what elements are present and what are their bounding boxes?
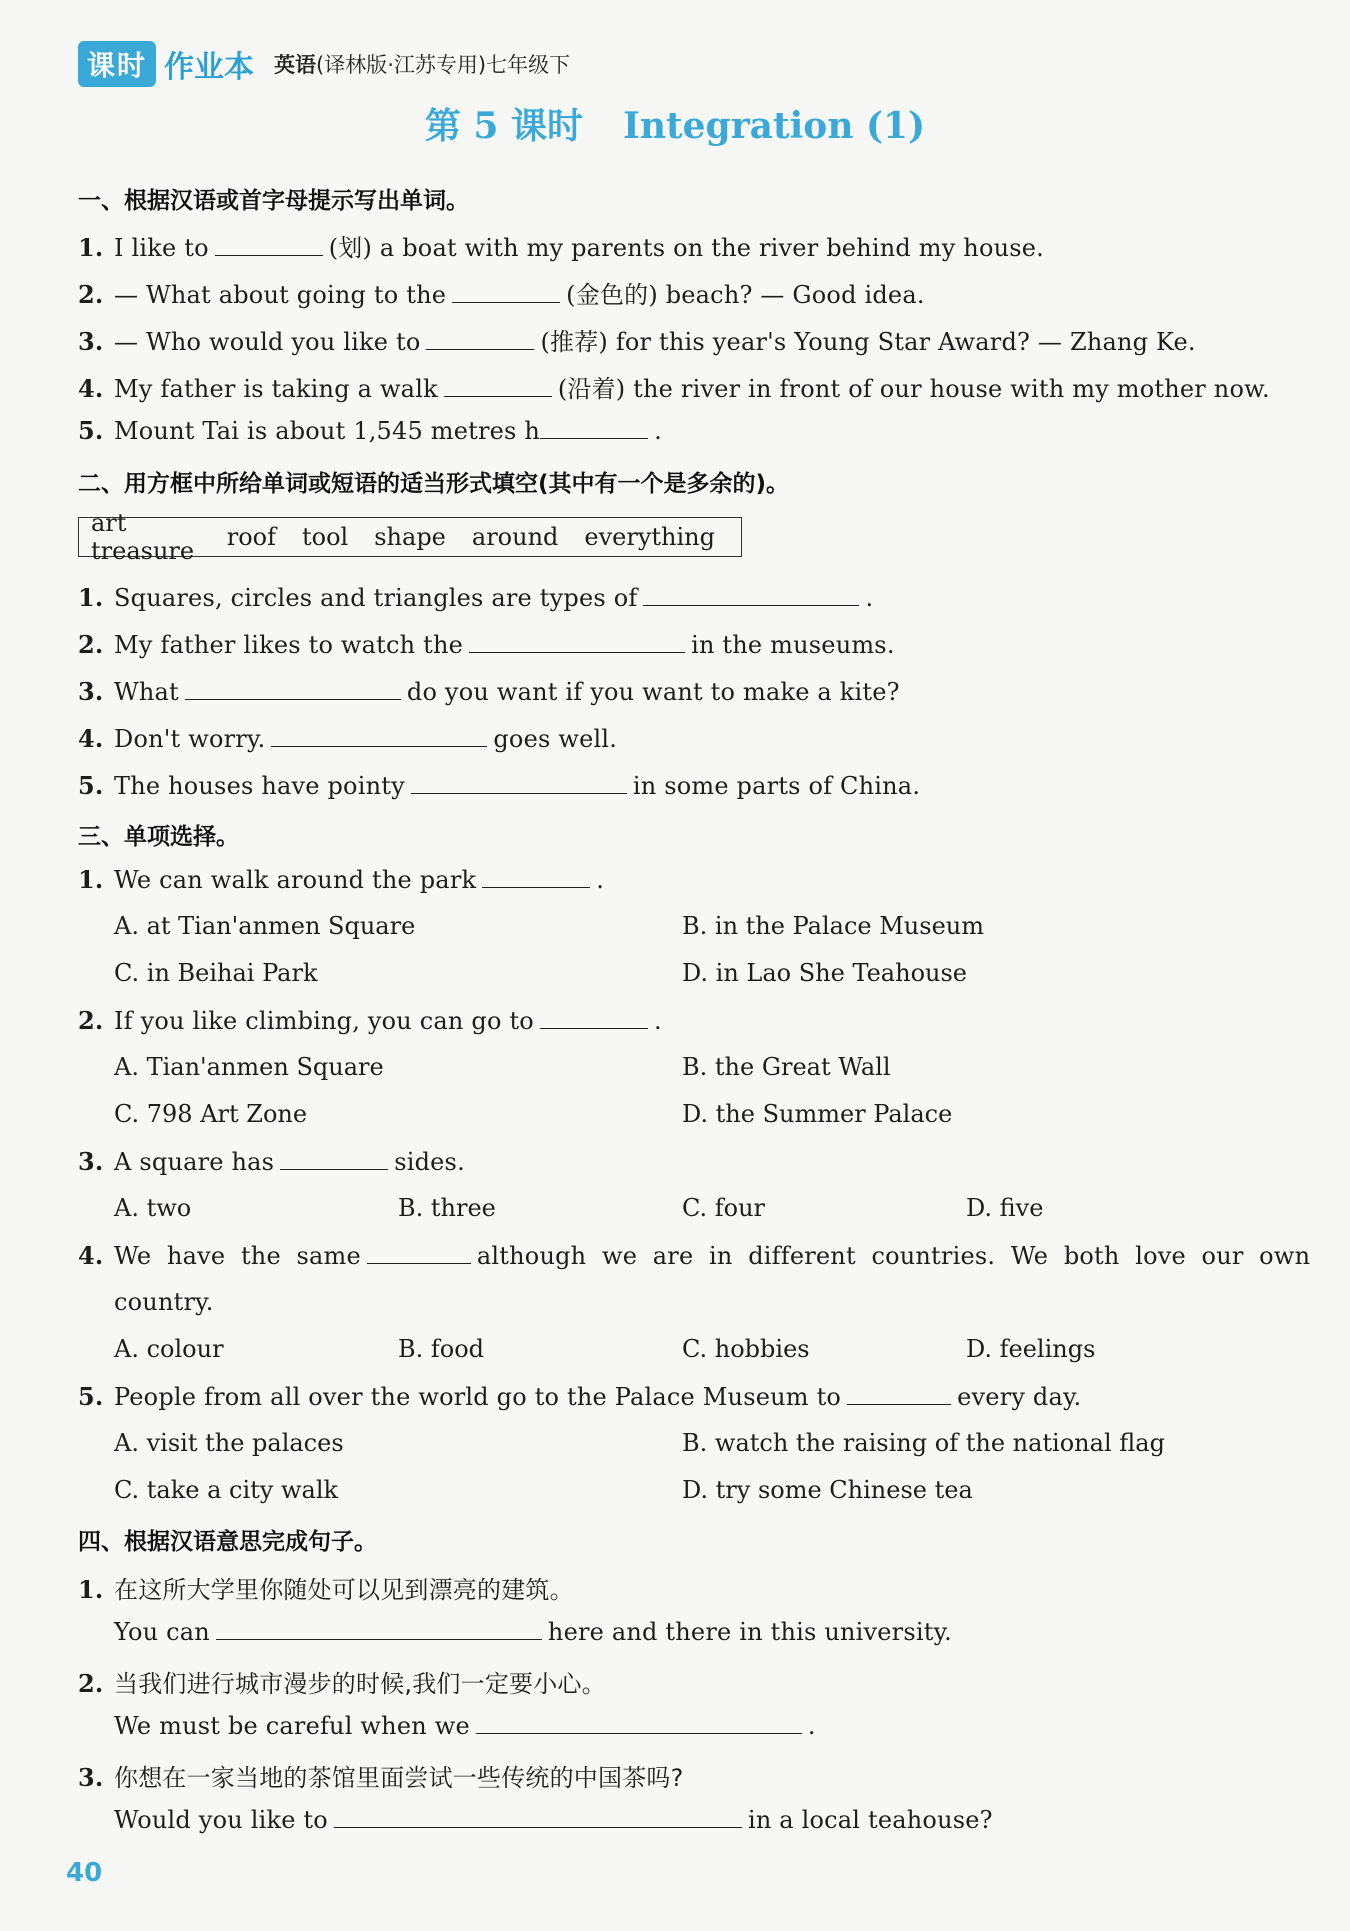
brand-name: 作业本 [164, 50, 255, 85]
p3-q4-option-a[interactable]: A. colour [114, 1335, 224, 1363]
p3-q1-option-b[interactable]: B. in the Palace Museum [682, 912, 984, 940]
answer-blank[interactable] [280, 1147, 388, 1170]
word-option: shape [374, 523, 446, 551]
p3-q3: 3. A square has sides. [78, 1147, 465, 1176]
p3-q4-option-d[interactable]: D. feelings [966, 1335, 1096, 1363]
page-number: 40 [66, 1858, 103, 1888]
p1-q3: 3. — Who would you like to (推荐) for this year's Young Star Award? — Zhang Ke. [78, 327, 1196, 356]
p3-q2-option-b[interactable]: B. the Great Wall [682, 1053, 891, 1081]
p2-q3: 3. What do you want if you want to make a kite? [78, 677, 900, 706]
answer-blank[interactable] [185, 677, 401, 700]
p3-q2: 2. If you like climbing, you can go to . [78, 1006, 662, 1035]
answer-blank[interactable] [334, 1805, 742, 1828]
brand-logo: 课时 [78, 41, 156, 87]
word-option: everything [584, 523, 715, 551]
p3-q3-option-a[interactable]: A. two [114, 1194, 192, 1222]
answer-blank[interactable] [452, 280, 560, 303]
answer-blank[interactable] [444, 374, 552, 397]
answer-blank[interactable] [643, 583, 859, 606]
p3-q4-option-c[interactable]: C. hobbies [682, 1335, 810, 1363]
p4-q3-english: Would you like to in a local teahouse? [114, 1806, 993, 1834]
p1-q5: 5. Mount Tai is about 1,545 metres h . [78, 416, 662, 445]
p3-q3-option-b[interactable]: B. three [398, 1194, 496, 1222]
word-option: roof [226, 523, 277, 551]
p4-q2-chinese: 2. 当我们进行城市漫步的时候,我们一定要小心。 [78, 1669, 606, 1698]
p3-q2-option-c[interactable]: C. 798 Art Zone [114, 1100, 308, 1128]
p1-q1: 1. I like to (划) a boat with my parents on the river behind my house. [78, 233, 1044, 262]
word-box [78, 509, 742, 565]
p4-q3-chinese: 3. 你想在一家当地的茶馆里面尝试一些传统的中国茶吗? [78, 1763, 684, 1792]
p4-q2-english: We must be careful when we . [114, 1712, 816, 1740]
answer-blank[interactable] [540, 416, 648, 439]
p2-q2: 2. My father likes to watch the in the museums. [78, 630, 895, 659]
p3-q2-option-d[interactable]: D. the Summer Palace [682, 1100, 953, 1128]
p2-q4: 4. Don't worry. goes well. [78, 724, 618, 753]
word-option: tool [302, 523, 349, 551]
answer-blank[interactable] [426, 327, 534, 350]
page-header [78, 40, 570, 88]
answer-blank[interactable] [215, 233, 323, 256]
p3-q1: 1. We can walk around the park . [78, 865, 605, 894]
p3-q1-option-c[interactable]: C. in Beihai Park [114, 959, 318, 987]
p2-q5: 5. The houses have pointy in some parts of China. [78, 771, 921, 800]
answer-blank[interactable] [847, 1382, 951, 1405]
answer-blank[interactable] [476, 1711, 802, 1734]
p3-q1-option-d[interactable]: D. in Lao She Teahouse [682, 959, 967, 987]
answer-blank[interactable] [411, 771, 627, 794]
section-1-heading: 一、根据汉语或首字母提示写出单词。 [78, 188, 469, 214]
p4-q1-chinese: 1. 在这所大学里你随处可以见到漂亮的建筑。 [78, 1575, 574, 1604]
lesson-title: 第 5 课时 Integration (1) [424, 105, 926, 147]
answer-blank[interactable] [540, 1006, 648, 1029]
p3-q5-option-d[interactable]: D. try some Chinese tea [682, 1476, 973, 1504]
p3-q4: 4. We have the same although we are in different countries. We both love our own [78, 1241, 1311, 1270]
p3-q5-option-a[interactable]: A. visit the palaces [114, 1429, 344, 1457]
p3-q5: 5. People from all over the world go to the Palace Museum to every day. [78, 1382, 1082, 1411]
word-option: art treasure [91, 509, 195, 565]
section-3-heading: 三、单项选择。 [78, 824, 239, 850]
p3-q2-option-a[interactable]: A. Tian'anmen Square [114, 1053, 384, 1081]
p3-q1-option-a[interactable]: A. at Tian'anmen Square [114, 912, 416, 940]
word-option: around [471, 523, 559, 551]
subject-label: 英语(译林版·江苏专用)七年级下 [274, 53, 571, 77]
answer-blank[interactable] [482, 865, 590, 888]
p2-q1: 1. Squares, circles and triangles are types of . [78, 583, 874, 612]
p3-q5-option-c[interactable]: C. take a city walk [114, 1476, 339, 1504]
answer-blank[interactable] [469, 630, 685, 653]
p3-q5-option-b[interactable]: B. watch the raising of the national flag [682, 1429, 1165, 1457]
section-2-heading: 二、用方框中所给单词或短语的适当形式填空(其中有一个是多余的)。 [78, 471, 790, 497]
answer-blank[interactable] [367, 1241, 471, 1264]
p3-q3-option-c[interactable]: C. four [682, 1194, 766, 1222]
p3-q3-option-d[interactable]: D. five [966, 1194, 1044, 1222]
answer-blank[interactable] [216, 1617, 542, 1640]
p1-q4: 4. My father is taking a walk (沿着) the river in front of our house with my mother now. [78, 374, 1270, 403]
p3-q4-option-b[interactable]: B. food [398, 1335, 485, 1363]
p1-q2: 2. — What about going to the (金色的) beach? — Good idea. [78, 280, 925, 309]
p4-q1-english: You can here and there in this university. [114, 1618, 952, 1646]
answer-blank[interactable] [271, 724, 487, 747]
section-4-heading: 四、根据汉语意思完成句子。 [78, 1529, 377, 1555]
p3-q4-continuation: country. [114, 1288, 214, 1316]
